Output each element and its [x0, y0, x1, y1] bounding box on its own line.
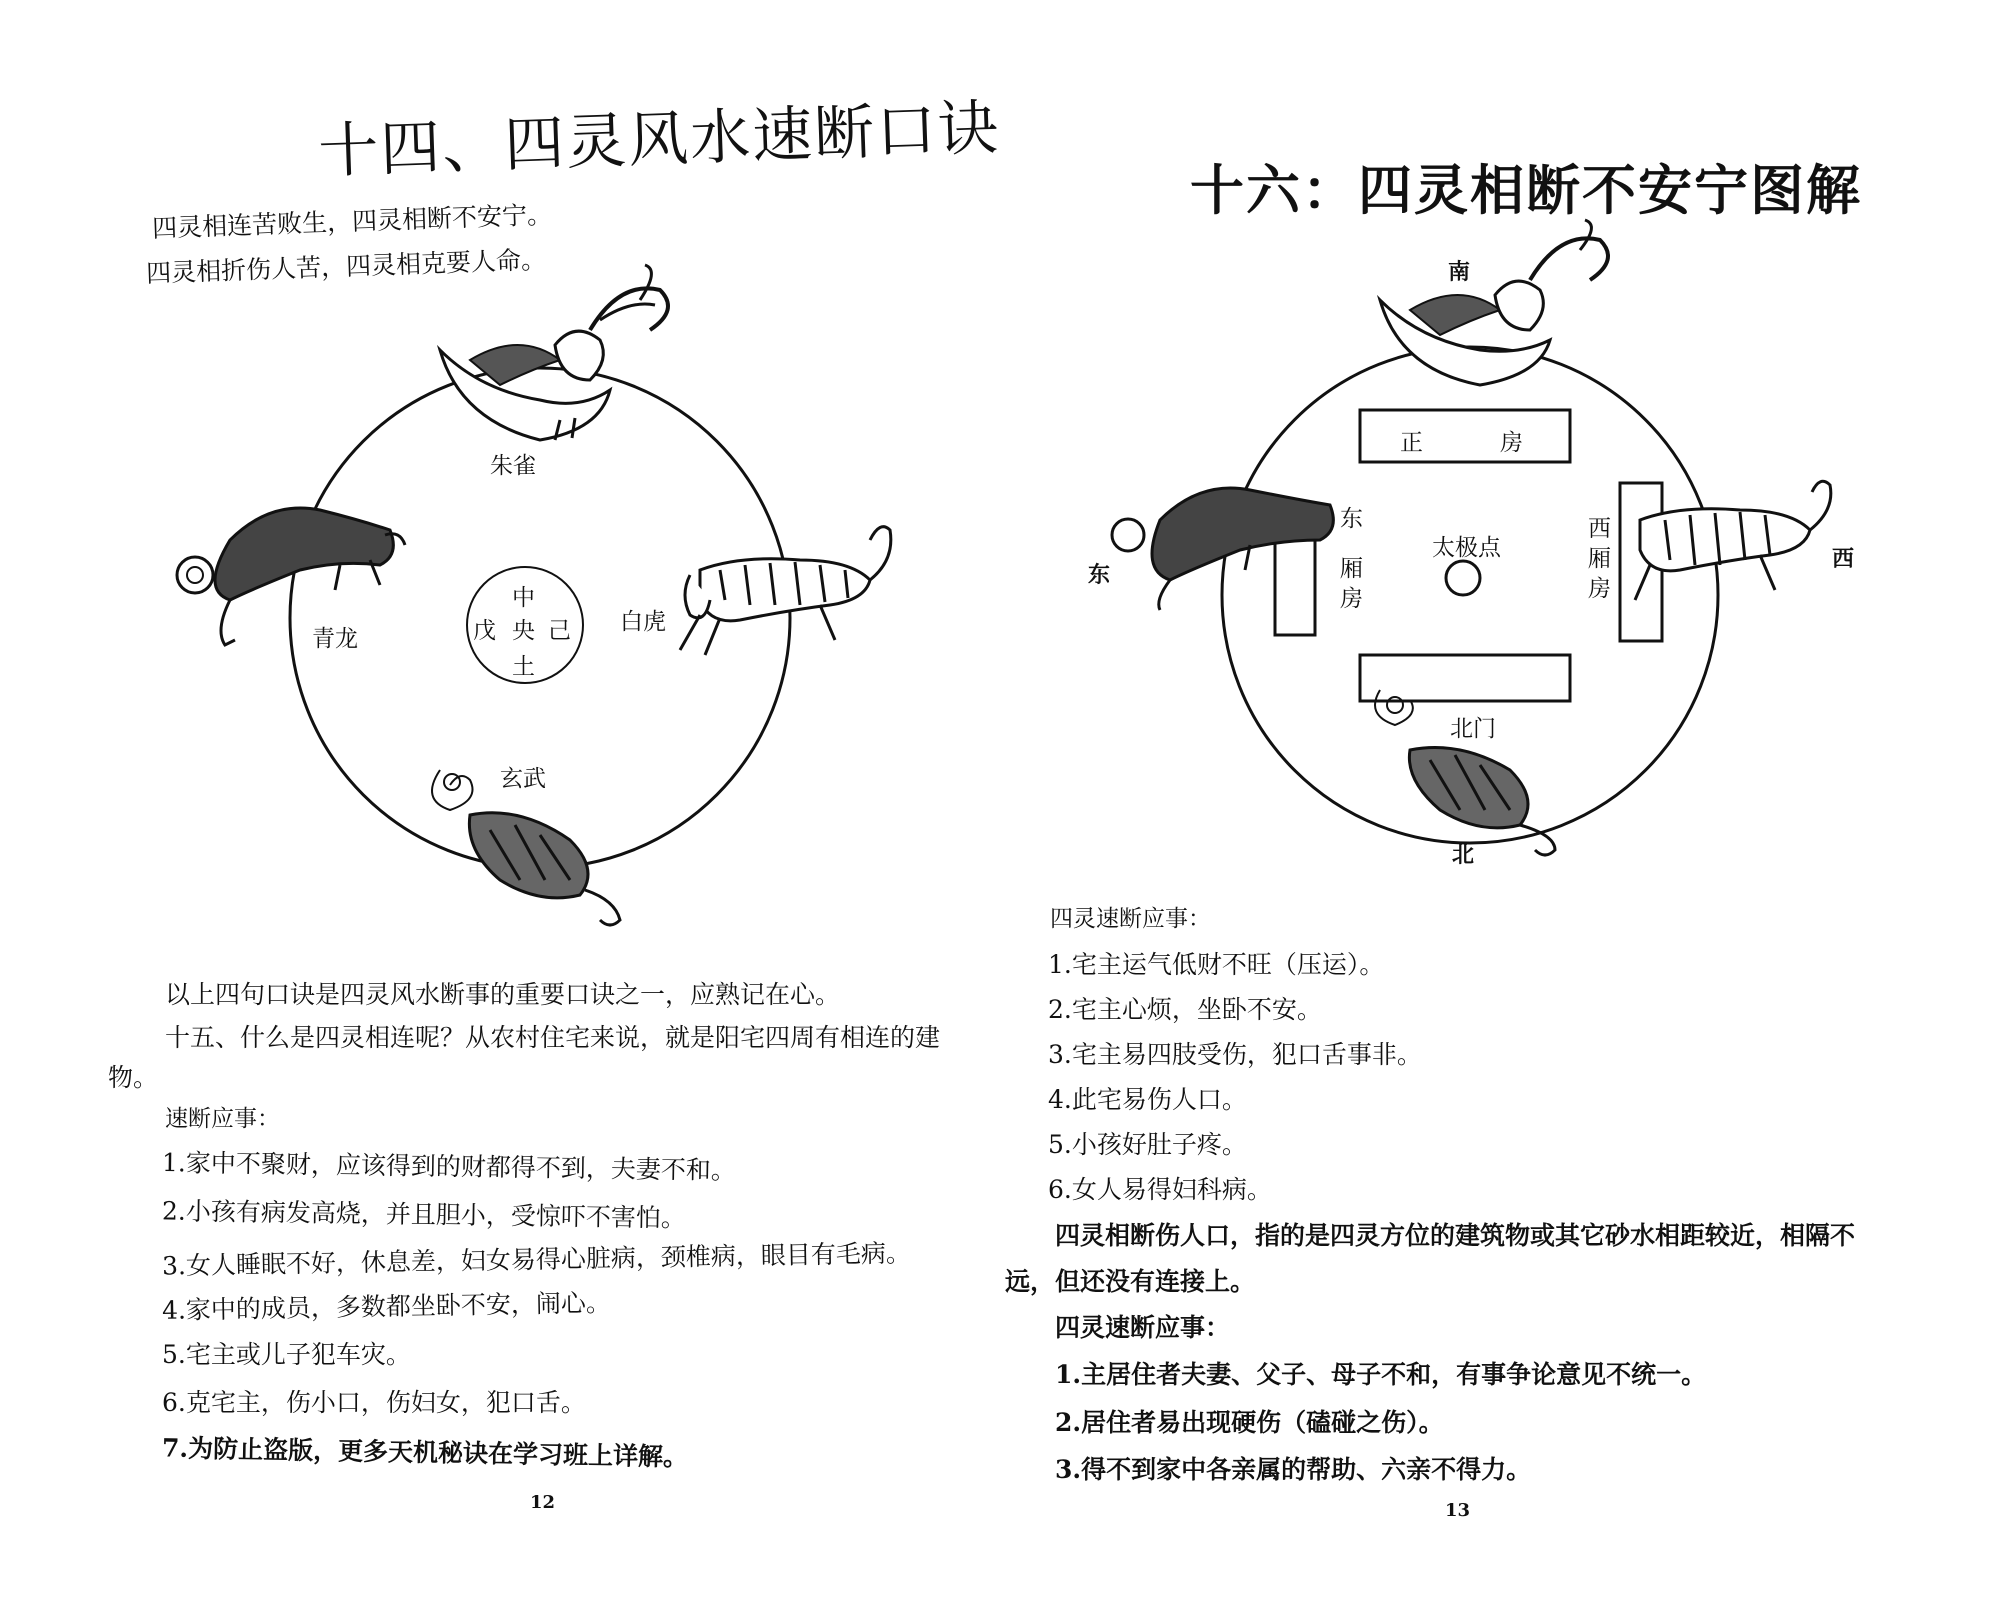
white-tiger-icon: [680, 527, 891, 655]
list1-title: 四灵速断应事：: [1050, 906, 1211, 932]
center-label-left: 戊: [473, 618, 496, 644]
list-item: 1.宅主运气低财不旺（压运）。: [1048, 950, 1385, 979]
list-item: 2.小孩有病发高烧，并且胆小，受惊吓不害怕。: [161, 1196, 687, 1233]
list-item: 6.女人易得妇科病。: [1048, 1175, 1272, 1204]
list-item: 7.为防止盗版，更多天机秘诀在学习班上详解。: [161, 1433, 689, 1472]
left-page-title: 十四、四灵风水速断口诀: [317, 93, 1002, 187]
direction-north: 北: [1452, 842, 1475, 868]
four-spirits-diagram: [0, 0, 1000, 980]
right-page-title: 十六：四灵相断不安宁图解: [1190, 158, 1862, 222]
west-wing-label-2: 厢: [1588, 546, 1611, 572]
list-item: 6.克宅主，伤小口，伤妇女，犯口舌。: [162, 1388, 586, 1417]
label-vermilion-bird: 朱雀: [490, 453, 536, 479]
white-tiger-icon: [1635, 481, 1831, 600]
center-label-right: 己: [548, 618, 571, 644]
taiji-point-label: 太极点: [1432, 535, 1501, 561]
paragraph-2-line-2: 物。: [108, 1063, 159, 1092]
east-wing-box: [1275, 530, 1315, 635]
center-label-top: 中: [512, 585, 535, 611]
black-tortoise-icon: [432, 770, 620, 925]
list-item: 5.宅主或儿子犯车灾。: [162, 1340, 411, 1369]
main-house-box: [1360, 410, 1570, 462]
direction-south: 南: [1448, 259, 1471, 285]
list2-title: 四灵速断应事：: [1055, 1313, 1231, 1342]
main-house-label-1: 正: [1400, 430, 1423, 456]
list-item: 1.家中不聚财，应该得到的财都得不到，夫妻不和。: [161, 1147, 737, 1186]
label-white-tiger: 白虎: [620, 609, 666, 635]
north-gate-label: 北门: [1450, 716, 1496, 742]
paragraph-2-line-1: 十五、什么是四灵相连呢？从农村住宅来说，就是阳宅四周有相连的建: [165, 1023, 941, 1052]
list-item: 4.此宅易伤人口。: [1048, 1085, 1247, 1114]
paragraph-line-2: 远，但还没有连接上。: [1005, 1267, 1256, 1296]
east-wing-label-1: 东: [1340, 506, 1363, 532]
list-item: 3.女人睡眠不好，休息差，妇女易得心脏病，颈椎病，眼目有毛病。: [161, 1238, 912, 1281]
list-item: 1.主居住者夫妻、父子、母子不和，有事争论意见不统一。: [1055, 1360, 1707, 1389]
label-black-tortoise: 玄武: [500, 766, 546, 792]
taiji-point: [1446, 561, 1480, 595]
east-wing-label-2: 厢: [1340, 556, 1363, 582]
north-gate-building: [1360, 655, 1570, 701]
list-item: 2.宅主心烦，坐卧不安。: [1048, 995, 1322, 1024]
list-item: 2.居住者易出现硬伤（磕碰之伤）。: [1055, 1408, 1444, 1437]
list-item: 4.家中的成员，多数都坐卧不安，闹心。: [161, 1288, 612, 1325]
vermilion-bird-icon: [440, 265, 668, 440]
center-label-bottom: 土: [512, 654, 535, 680]
paragraph-1: 以上四句口诀是四灵风水断事的重要口诀之一，应熟记在心。: [165, 980, 841, 1009]
west-wing-label-3: 房: [1588, 576, 1611, 602]
verse-line-2: 四灵相折伤人苦，四灵相克要人命。: [145, 245, 547, 288]
east-wing-label-3: 房: [1340, 586, 1363, 612]
center-label-middle: 央: [512, 618, 535, 644]
verse-line-1: 四灵相连苦败生，四灵相断不安宁。: [151, 200, 553, 243]
page-number-right: 13: [1445, 1500, 1471, 1521]
label-azure-dragon: 青龙: [312, 626, 358, 652]
list-item: 3.得不到家中各亲属的帮助、六亲不得力。: [1055, 1455, 1532, 1484]
direction-east: 东: [1088, 562, 1111, 588]
page-number-left: 12: [530, 1492, 556, 1513]
paragraph-line-1: 四灵相断伤人口，指的是四灵方位的建筑物或其它砂水相距较近，相隔不: [1055, 1221, 1856, 1250]
right-page: [1000, 0, 2000, 1609]
quick-judgement-title: 速断应事：: [165, 1106, 280, 1132]
main-house-label-2: 房: [1500, 430, 1523, 456]
direction-west: 西: [1832, 546, 1855, 572]
list-item: 3.宅主易四肢受伤，犯口舌事非。: [1048, 1040, 1422, 1069]
list-item: 5.小孩好肚子疼。: [1048, 1130, 1247, 1159]
west-wing-label-1: 西: [1588, 516, 1611, 542]
vermilion-bird-icon: [1380, 220, 1608, 385]
